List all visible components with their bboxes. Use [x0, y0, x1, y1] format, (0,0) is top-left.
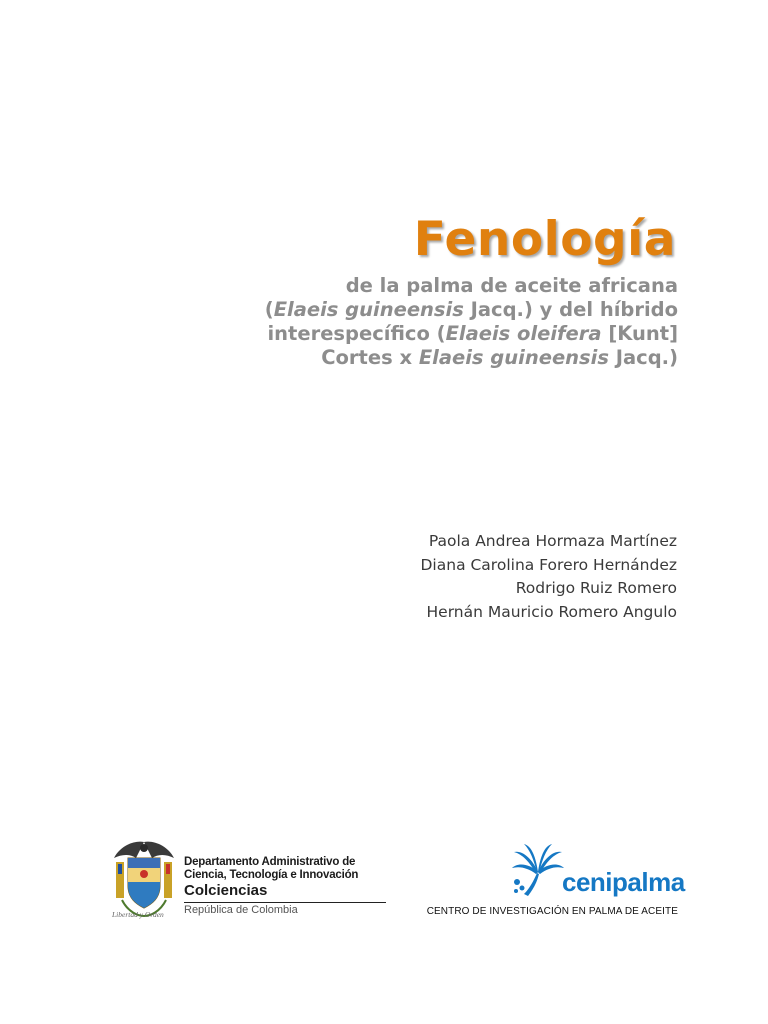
subtitle-text: Jacq.) y del híbrido	[463, 298, 678, 321]
book-subtitle	[218, 274, 678, 370]
divider-line	[184, 902, 386, 903]
subtitle-line-4	[218, 346, 678, 370]
author-list	[421, 530, 678, 624]
book-title: Fenología	[413, 212, 676, 267]
species-name: Elaeis guineensis	[273, 298, 464, 321]
subtitle-text: interespecífico (	[267, 322, 446, 345]
subtitle-text: (	[264, 298, 274, 321]
subtitle-text: Jacq.)	[608, 346, 678, 369]
cenipalma-name: cenipalma	[562, 867, 685, 897]
motto-text: Libertad y Orden	[112, 910, 164, 919]
subtitle-text: Cortes x	[321, 346, 419, 369]
colciencias-line-1: Departamento Administrativo de	[184, 856, 356, 868]
cenipalma-caption: CENTRO DE INVESTIGACIÓN EN PALMA DE ACEITE	[426, 906, 678, 917]
cenipalma-logo	[412, 840, 685, 930]
subtitle-line-3	[218, 322, 678, 346]
colciencias-line-2: Ciencia, Tecnología e Innovación	[184, 869, 359, 881]
subtitle-text: [Kunt]	[601, 322, 678, 345]
author-name: Hernán Mauricio Romero Angulo	[426, 602, 677, 621]
species-name: Elaeis oleifera	[445, 322, 602, 345]
colciencias-text	[184, 856, 389, 899]
colciencias-logo	[110, 838, 390, 928]
species-name: Elaeis guineensis	[418, 346, 609, 369]
author-name: Rodrigo Ruiz Romero	[515, 579, 677, 597]
subtitle-line-1: de la palma de aceite africana	[345, 274, 678, 297]
subtitle-line-2	[218, 298, 678, 322]
palm-tree-icon	[510, 842, 566, 898]
colciencias-country: República de Colombia	[184, 904, 298, 916]
author-name: Paola Andrea Hormaza Martínez	[428, 532, 677, 550]
colciencias-name: Colciencias	[184, 882, 268, 899]
author-name: Diana Carolina Forero Hernández	[420, 555, 677, 574]
